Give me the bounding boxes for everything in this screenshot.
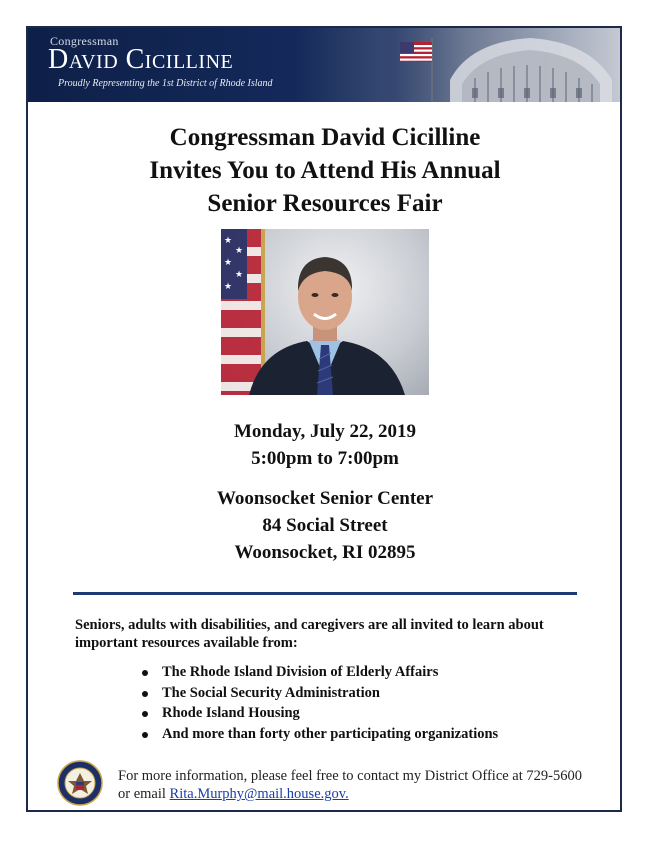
svg-text:★: ★: [224, 282, 233, 292]
event-city: Woonsocket, RI 02895: [234, 542, 416, 563]
event-date: Monday, July 22, 2019: [233, 421, 417, 442]
list-item: [138, 724, 498, 745]
email-link[interactable]: Rita.Murphy@mail.house.gov.: [169, 786, 349, 802]
divider-rule: [73, 592, 577, 595]
event-time: 5:00pm to 7:00pm: [251, 448, 399, 469]
email-line: [118, 785, 582, 803]
house-seal-icon: [57, 760, 103, 806]
bullet-dot-icon: [142, 732, 148, 738]
header-banner: [28, 28, 620, 102]
resource-label: And more than forty other participating organizations: [162, 725, 499, 742]
svg-text:★: ★: [224, 258, 233, 268]
resource-label: The Social Security Administration: [162, 684, 380, 701]
contact-line: For more information, please feel free to contact my District Office at 729-5600: [118, 768, 582, 784]
bullet-dot-icon: [142, 711, 148, 717]
resource-label: The Rhode Island Division of Elderly Affairs: [162, 664, 439, 680]
banner-tagline: Proudly Representing the 1st District of Rhode Island: [58, 78, 273, 89]
heading-line-1: Congressman David Cicilline: [169, 124, 481, 151]
svg-text:★: ★: [224, 236, 233, 246]
bullet-dot-icon: [142, 691, 148, 697]
list-item: [138, 662, 498, 683]
banner-name: David Cicilline: [48, 44, 234, 75]
list-item: [138, 683, 498, 704]
list-item: [138, 703, 498, 724]
banner-pretitle: Congressman: [50, 34, 119, 48]
capitol-dome-image: [380, 28, 620, 102]
heading-line-3: Senior Resources Fair: [207, 190, 443, 217]
svg-text:★: ★: [235, 246, 244, 256]
svg-text:★: ★: [235, 270, 244, 280]
email-prefix: or email: [118, 786, 170, 802]
bullet-dot-icon: [142, 670, 148, 676]
congressman-portrait: [221, 229, 429, 395]
event-street: 84 Social Street: [262, 515, 388, 536]
contact-footer: [118, 767, 582, 803]
portrait-flag: [221, 229, 265, 395]
heading-line-2: Invites You to Attend His Annual: [149, 157, 501, 184]
resource-label: Rhode Island Housing: [162, 705, 300, 721]
resource-list: [138, 662, 498, 744]
intro-text: Seniors, adults with disabilities, and caregivers are all invited to learn about important resources available from:: [75, 617, 544, 651]
event-venue: Woonsocket Senior Center: [216, 488, 434, 509]
